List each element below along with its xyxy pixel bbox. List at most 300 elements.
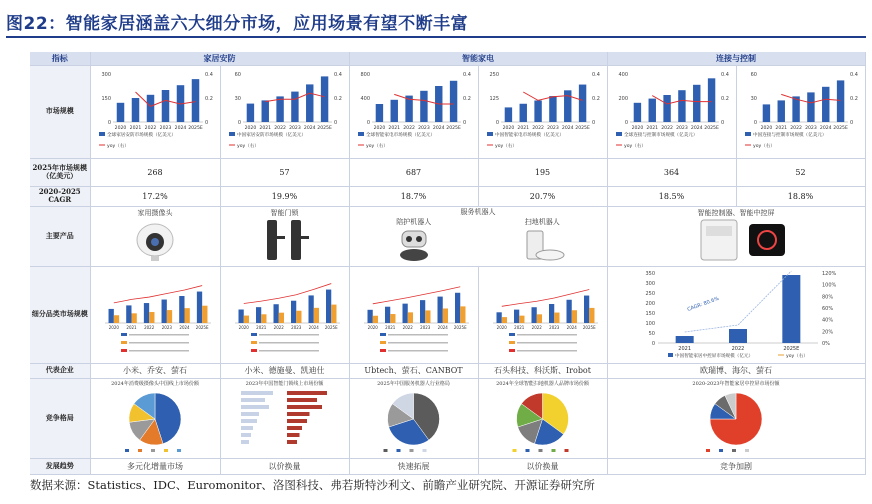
- x-tick-label: 2024: [690, 125, 703, 131]
- bar: [192, 79, 200, 122]
- title-divider: [6, 36, 866, 38]
- legend-line-label: yoy（右）: [107, 143, 130, 149]
- legend-line-label: yoy（右）: [495, 143, 518, 149]
- y2-tick-label: 0: [592, 119, 596, 126]
- bar-left: [241, 433, 251, 437]
- x-tick-label: 2023: [676, 125, 688, 131]
- legend-swatch: [732, 449, 736, 452]
- legend-label-line: [129, 350, 189, 352]
- y2-tick-label: 0.2: [850, 95, 858, 102]
- legend-bar-label: 全球家居安防市场规模（亿美元）: [107, 132, 176, 138]
- legend-swatch: [380, 333, 386, 336]
- bar: [782, 275, 800, 343]
- x-tick-label: 2023: [289, 125, 301, 131]
- bar: [202, 305, 207, 322]
- cagr-value: 20.7%: [478, 186, 607, 206]
- bar: [391, 99, 398, 121]
- x-tick-label: 2023: [161, 324, 172, 330]
- bar-right: [287, 419, 307, 423]
- bar: [549, 96, 556, 122]
- sub-market-chart: [350, 267, 477, 361]
- x-tick-label: 2023: [159, 125, 172, 131]
- x-tick-label: 2025E: [704, 125, 719, 131]
- x-tick-label: 2024: [561, 125, 574, 131]
- bar: [321, 76, 328, 122]
- y2-tick-label: 40%: [822, 317, 834, 324]
- cagr-value: 17.2%: [90, 186, 220, 206]
- legend-swatch: [380, 341, 386, 344]
- trend-line: [502, 289, 590, 306]
- legend-swatch: [509, 333, 515, 336]
- bar: [239, 309, 244, 322]
- pie-cell: [349, 378, 478, 458]
- x-tick-label: 2022: [731, 345, 745, 352]
- size-2025-value: 268: [90, 158, 220, 186]
- market-table: [30, 52, 866, 475]
- x-tick-label: 2022: [144, 125, 157, 131]
- y-tick-label: 100: [645, 320, 655, 327]
- x-tick-label: 2024: [566, 324, 577, 330]
- bar: [676, 336, 694, 343]
- bar-right: [287, 433, 300, 437]
- y-tick-label: 0: [495, 119, 499, 126]
- bar: [126, 305, 131, 323]
- y2-tick-label: 100%: [822, 282, 837, 289]
- x-tick-label: 2023: [420, 324, 431, 330]
- bar: [514, 309, 519, 322]
- y2-tick-label: 0.2: [592, 95, 600, 102]
- legend-bar-swatch: [229, 132, 235, 136]
- bar-right: [287, 398, 317, 402]
- sub-market-chart: [479, 267, 606, 361]
- x-tick-label: 2021: [388, 125, 401, 131]
- x-tick-label: 2021: [385, 324, 396, 330]
- y-tick-label: 60: [234, 71, 241, 78]
- y-tick-label: 0: [107, 119, 111, 126]
- legend-line-label: yoy（右）: [624, 143, 647, 149]
- legend-swatch: [121, 349, 127, 352]
- sub-chart-cell: [349, 266, 478, 363]
- share-pie: [479, 387, 606, 455]
- bar: [306, 84, 313, 122]
- x-tick-label: 2022: [531, 324, 542, 330]
- trend-text: 竞争加剧: [607, 458, 865, 474]
- x-tick-label: 2025E: [453, 324, 467, 330]
- companion-robot-image: [389, 227, 439, 263]
- legend-label-line: [129, 334, 189, 336]
- y2-tick-label: 0.4: [721, 71, 729, 78]
- row-label-cagr: 2020-2025 CAGR: [30, 186, 90, 206]
- bar: [247, 103, 254, 121]
- bar: [505, 107, 512, 122]
- x-tick-label: 2024: [179, 324, 190, 330]
- bar: [678, 90, 685, 122]
- door-lock-image: [255, 218, 315, 262]
- sub-market-chart: [221, 267, 348, 361]
- x-tick-label: 2022: [273, 324, 284, 330]
- legend-swatch: [513, 449, 517, 452]
- bar: [693, 84, 700, 121]
- bar: [197, 291, 202, 322]
- x-tick-label: 2021: [775, 125, 788, 131]
- bar-right: [287, 391, 327, 395]
- legend-swatch: [509, 341, 515, 344]
- cagr-value: 18.5%: [607, 186, 736, 206]
- header-appliance: 智能家电: [349, 52, 607, 65]
- y-tick-label: 800: [360, 71, 370, 78]
- legend-swatch: [251, 341, 257, 344]
- y-tick-label: 0: [624, 119, 628, 126]
- x-tick-label: 2020: [114, 125, 127, 131]
- company-list: 小米、德施曼、凯迪仕: [220, 363, 349, 378]
- legend-label-line: [517, 342, 577, 344]
- y2-tick-label: 0.4: [592, 71, 600, 78]
- legend-label-line: [517, 350, 577, 352]
- bar: [373, 315, 378, 322]
- legend-bar-swatch: [487, 132, 493, 136]
- y2-tick-label: 0.4: [463, 71, 471, 78]
- x-tick-label: 2022: [144, 324, 155, 330]
- bar: [572, 310, 577, 323]
- x-tick-label: 2021: [646, 125, 659, 131]
- size-2025-value: 57: [220, 158, 349, 186]
- market-size-chart: [91, 66, 219, 156]
- share-title: 2023年中国智能门锁线上市场份额: [245, 380, 324, 387]
- legend-line-label: yoy（右）: [366, 143, 389, 149]
- row-label-2025-size: 2025年市场规模（亿美元）: [30, 158, 90, 186]
- y2-tick-label: 0: [850, 119, 854, 126]
- legend-swatch: [397, 449, 401, 452]
- bar-left: [241, 419, 257, 423]
- size-2025-value: 52: [736, 158, 865, 186]
- x-tick-label: 2025E: [195, 324, 209, 330]
- bar: [144, 303, 149, 323]
- bar: [291, 300, 296, 322]
- y-tick-label: 400: [618, 71, 628, 78]
- row-label-trend: 发展趋势: [30, 458, 90, 474]
- bar: [589, 307, 594, 322]
- y2-tick-label: 0: [205, 119, 209, 126]
- bar: [450, 80, 457, 121]
- size-2025-value: 364: [607, 158, 736, 186]
- bar: [331, 304, 336, 322]
- x-tick-label: 2021: [126, 324, 137, 330]
- legend-swatch: [121, 333, 127, 336]
- x-tick-label: 2025E: [188, 125, 203, 131]
- bar-share-cell: [220, 378, 349, 458]
- bar: [167, 310, 172, 323]
- product-label: 扫地机器人: [524, 218, 560, 226]
- company-list: 欧瑞博、海尔、萤石: [607, 363, 865, 378]
- legend-bar-label: 中国智能家居中控屏市场规模（亿元）: [675, 353, 754, 359]
- bar: [179, 296, 184, 323]
- company-list: 石头科技、科沃斯、Irobot: [478, 363, 607, 378]
- share-bar-chart: [221, 387, 348, 455]
- bar: [390, 314, 395, 323]
- legend-swatch: [565, 449, 569, 452]
- bar: [256, 307, 261, 323]
- market-chart-cell: [736, 65, 865, 158]
- source-note: 数据来源：Statistics、IDC、Euromonitor、洛图科技、弗若斯特沙利文、前瞻产业研究院、开源证券研究所: [30, 478, 595, 492]
- y2-tick-label: 60%: [822, 305, 834, 312]
- bar: [438, 296, 443, 322]
- x-tick-label: 2024: [174, 125, 187, 131]
- legend-bar-swatch: [358, 132, 364, 136]
- bar: [261, 314, 266, 323]
- x-tick-label: 2020: [108, 324, 119, 330]
- size-2025-value: 195: [478, 158, 607, 186]
- bar-left: [241, 398, 265, 402]
- y-tick-label: 30: [234, 95, 241, 102]
- bar-right: [287, 405, 322, 409]
- market-chart-cell: [220, 65, 349, 158]
- bar: [420, 90, 427, 121]
- y2-tick-label: 20%: [822, 328, 834, 335]
- share-pie: [91, 387, 219, 455]
- x-tick-label: 2025E: [446, 125, 461, 131]
- company-list: 小米、乔安、萤石: [90, 363, 220, 378]
- y-tick-label: 150: [645, 310, 655, 317]
- x-tick-label: 2021: [259, 125, 272, 131]
- control-chart-cell: [607, 266, 865, 363]
- bar: [729, 329, 747, 343]
- pie-title: 2020-2023年智能家居中控屏市场份额: [692, 380, 780, 387]
- cagr-value: 19.9%: [220, 186, 349, 206]
- bar: [763, 104, 770, 122]
- bar: [584, 295, 589, 322]
- x-tick-label: 2023: [291, 324, 302, 330]
- header-security: 家居安防: [90, 52, 349, 65]
- sub-chart-cell: [478, 266, 607, 363]
- bar: [314, 307, 319, 322]
- y-tick-label: 200: [618, 95, 628, 102]
- y-tick-label: 0: [237, 119, 241, 126]
- legend-swatch: [151, 449, 155, 452]
- trend-text: 以价换量: [220, 458, 349, 474]
- trend-line: [244, 283, 332, 303]
- bar: [368, 309, 373, 322]
- pie-title: 2024年全球智能扫地机器人品牌市场份额: [496, 380, 589, 387]
- x-tick-label: 2022: [274, 125, 286, 131]
- y-tick-label: 400: [360, 95, 370, 102]
- y-tick-label: 250: [489, 71, 499, 78]
- legend-bar-swatch: [745, 132, 751, 136]
- market-chart-cell: [478, 65, 607, 158]
- trend-line: [114, 285, 202, 302]
- market-size-chart: [737, 66, 864, 156]
- legend-bar-label: 中国家居安防市场规模（亿美元）: [237, 132, 306, 138]
- y-tick-label: 0: [651, 340, 655, 347]
- bar: [778, 100, 785, 122]
- x-tick-label: 2021: [129, 125, 142, 131]
- market-chart-cell: [90, 65, 220, 158]
- legend-bar-label: 中国智能家电市场规模（亿美元）: [495, 132, 564, 138]
- trend-line: [373, 286, 461, 303]
- bar: [534, 100, 541, 122]
- x-tick-label: 2025E: [783, 345, 800, 352]
- legend-swatch: [526, 449, 530, 452]
- legend-label-line: [259, 342, 319, 344]
- bar: [114, 315, 119, 323]
- bar: [708, 78, 715, 122]
- bar: [520, 103, 527, 121]
- bar: [326, 289, 331, 322]
- bar: [244, 315, 249, 322]
- legend-swatch: [138, 449, 142, 452]
- bar: [425, 310, 430, 323]
- x-tick-label: 2022: [532, 125, 544, 131]
- share-pie: [608, 387, 864, 455]
- x-tick-label: 2022: [402, 324, 413, 330]
- bar: [497, 312, 502, 323]
- y2-tick-label: 0: [334, 119, 338, 126]
- bar: [262, 100, 269, 122]
- x-tick-label: 2025E: [582, 324, 596, 330]
- x-tick-label: 2020: [238, 324, 249, 330]
- bar: [564, 90, 571, 122]
- bar: [149, 312, 154, 323]
- y-tick-label: 0: [366, 119, 370, 126]
- bar: [279, 312, 284, 322]
- legend-swatch: [251, 349, 257, 352]
- bar: [537, 314, 542, 323]
- y-tick-label: 250: [645, 290, 655, 297]
- x-tick-label: 2020: [502, 125, 515, 131]
- x-tick-label: 2024: [437, 324, 448, 330]
- legend-swatch: [384, 449, 388, 452]
- row-label-competition: 竞争格局: [30, 378, 90, 458]
- sub-chart-cell: [220, 266, 349, 363]
- legend-swatch: [164, 449, 168, 452]
- legend-label-line: [388, 334, 448, 336]
- legend-swatch: [251, 333, 257, 336]
- bar-left: [241, 440, 249, 444]
- legend-label-line: [259, 334, 319, 336]
- legend-swatch: [509, 349, 515, 352]
- legend-bar-swatch: [99, 132, 105, 136]
- bar: [162, 299, 167, 322]
- y2-tick-label: 0.2: [334, 95, 342, 102]
- legend-swatch: [745, 449, 749, 452]
- bar: [296, 310, 301, 322]
- pie-cell: [478, 378, 607, 458]
- bar-left: [241, 426, 253, 430]
- y-tick-label: 300: [101, 71, 111, 78]
- legend-swatch: [177, 449, 181, 452]
- bar: [460, 306, 465, 323]
- y2-tick-label: 0.4: [334, 71, 342, 78]
- legend-bar-label: 全球智能家电市场规模（亿美元）: [366, 132, 435, 138]
- x-tick-label: 2024: [303, 125, 316, 131]
- bar: [309, 295, 314, 323]
- bar: [408, 312, 413, 323]
- trend-text: 多元化增量市场: [90, 458, 220, 474]
- camera-image: [125, 218, 185, 262]
- sub-market-chart: [91, 267, 219, 361]
- bar: [109, 308, 114, 322]
- bar-left: [241, 412, 259, 416]
- control-panel-image: [661, 218, 811, 262]
- y2-tick-label: 80%: [822, 293, 834, 300]
- x-tick-label: 2024: [819, 125, 832, 131]
- share-pie: [350, 387, 477, 455]
- x-tick-label: 2020: [631, 125, 644, 131]
- legend-label-line: [517, 334, 577, 336]
- market-size-chart: [350, 66, 477, 156]
- x-tick-label: 2020: [367, 324, 378, 330]
- row-label-sub-market: 细分品类市场规模: [30, 266, 90, 363]
- y-tick-label: 350: [645, 270, 655, 277]
- legend-label-line: [388, 342, 448, 344]
- control-screen-chart: [608, 267, 864, 361]
- product-cell-camera: [90, 206, 220, 266]
- x-tick-label: 2020: [373, 125, 386, 131]
- row-label-companies: 代表企业: [30, 363, 90, 378]
- x-tick-label: 2022: [790, 125, 802, 131]
- row-label-market-size: 市场规模: [30, 65, 90, 158]
- company-list: Ubtech、萤石、CANBOT: [349, 363, 478, 378]
- market-chart-cell: [607, 65, 736, 158]
- bar: [579, 84, 586, 121]
- legend-label-line: [259, 350, 319, 352]
- bar: [185, 308, 190, 323]
- trend-text: 快速拓展: [349, 458, 478, 474]
- size-2025-value: 687: [349, 158, 478, 186]
- bar: [403, 303, 408, 322]
- x-tick-label: 2023: [418, 125, 430, 131]
- x-tick-label: 2024: [432, 125, 445, 131]
- bar-right: [287, 440, 297, 444]
- bar-left: [241, 405, 269, 409]
- bar: [634, 102, 641, 121]
- product-label: 陪护机器人: [396, 218, 432, 226]
- bar: [132, 313, 137, 323]
- market-size-chart: [608, 66, 735, 156]
- bar-right: [287, 412, 310, 416]
- y2-tick-label: 0.4: [850, 71, 858, 78]
- legend-swatch: [410, 449, 414, 452]
- y2-tick-label: 0%: [822, 340, 830, 347]
- legend-label-line: [129, 342, 189, 344]
- pie-cell: [607, 378, 865, 458]
- market-size-chart: [221, 66, 348, 156]
- x-tick-label: 2023: [549, 324, 560, 330]
- y-tick-label: 50: [648, 330, 655, 337]
- bar-right: [287, 426, 302, 430]
- bar: [455, 292, 460, 322]
- legend-line-label: yoy（右）: [786, 353, 809, 359]
- y2-tick-label: 0.2: [205, 95, 213, 102]
- y2-tick-label: 0.2: [463, 95, 471, 102]
- x-tick-label: 2021: [514, 324, 525, 330]
- bar: [276, 96, 283, 122]
- y-tick-label: 125: [489, 95, 499, 102]
- legend-bar-label: 中国连接与控制市场规模（亿美元）: [753, 132, 827, 138]
- bar: [519, 315, 524, 322]
- y-tick-label: 300: [645, 280, 655, 287]
- product-cell-robots: [349, 206, 607, 266]
- x-tick-label: 2023: [805, 125, 817, 131]
- x-tick-label: 2022: [403, 125, 415, 131]
- x-tick-label: 2021: [256, 324, 267, 330]
- bar: [385, 306, 390, 322]
- pie-title: 2024年消费级摄像头中国线上市场份额: [111, 380, 199, 387]
- x-tick-label: 2025E: [833, 125, 848, 131]
- header-control: 连接与控制: [607, 52, 865, 65]
- bar: [117, 102, 125, 121]
- x-tick-label: 2020: [760, 125, 773, 131]
- y-tick-label: 200: [645, 300, 655, 307]
